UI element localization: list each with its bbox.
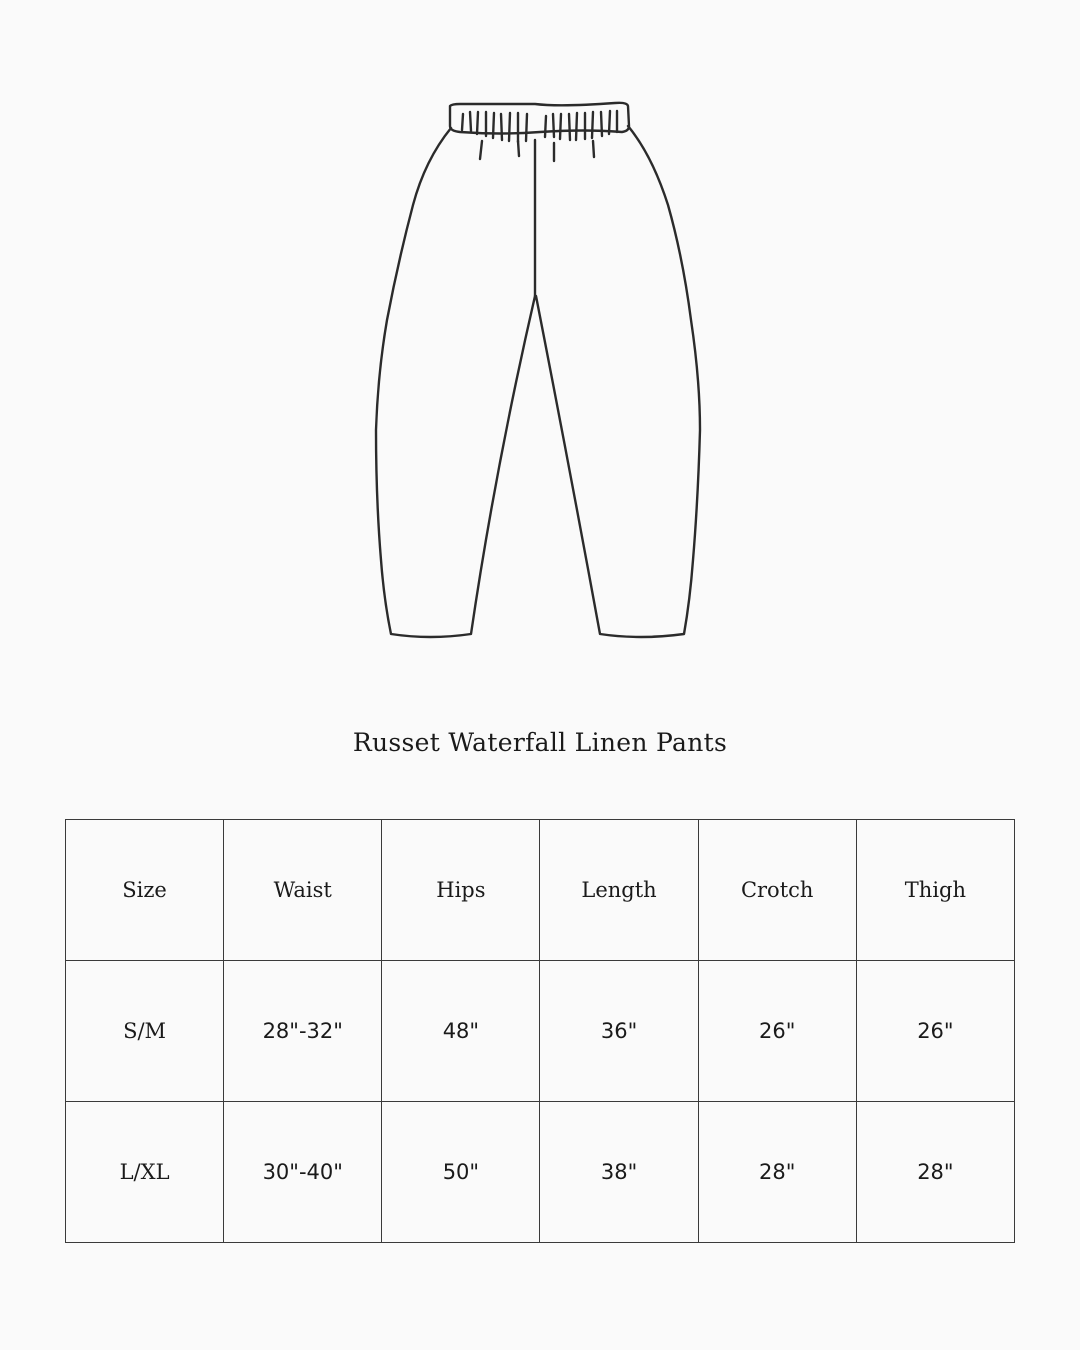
crotch-cell: 26" bbox=[698, 961, 856, 1102]
thigh-cell: 28" bbox=[856, 1102, 1014, 1243]
crotch-cell: 28" bbox=[698, 1102, 856, 1243]
waist-cell: 28"-32" bbox=[224, 961, 382, 1102]
thigh-cell: 26" bbox=[856, 961, 1014, 1102]
header-size: Size bbox=[66, 820, 224, 961]
size-cell: S/M bbox=[66, 961, 224, 1102]
length-cell: 38" bbox=[540, 1102, 698, 1243]
header-length: Length bbox=[540, 820, 698, 961]
right-leg-outline bbox=[536, 126, 700, 637]
table-row bbox=[66, 1102, 1015, 1243]
header-hips: Hips bbox=[382, 820, 540, 961]
hips-cell: 50" bbox=[382, 1102, 540, 1243]
length-cell: 36" bbox=[540, 961, 698, 1102]
hips-cell: 48" bbox=[382, 961, 540, 1102]
header-thigh: Thigh bbox=[856, 820, 1014, 961]
size-chart-table bbox=[65, 819, 1015, 1243]
table-header-row bbox=[66, 820, 1015, 961]
table-row bbox=[66, 961, 1015, 1102]
waist-cell: 30"-40" bbox=[224, 1102, 382, 1243]
header-waist: Waist bbox=[224, 820, 382, 961]
product-title: Russet Waterfall Linen Pants bbox=[352, 728, 728, 757]
header-crotch: Crotch bbox=[698, 820, 856, 961]
left-leg-outline bbox=[376, 128, 535, 637]
size-cell: L/XL bbox=[66, 1102, 224, 1243]
